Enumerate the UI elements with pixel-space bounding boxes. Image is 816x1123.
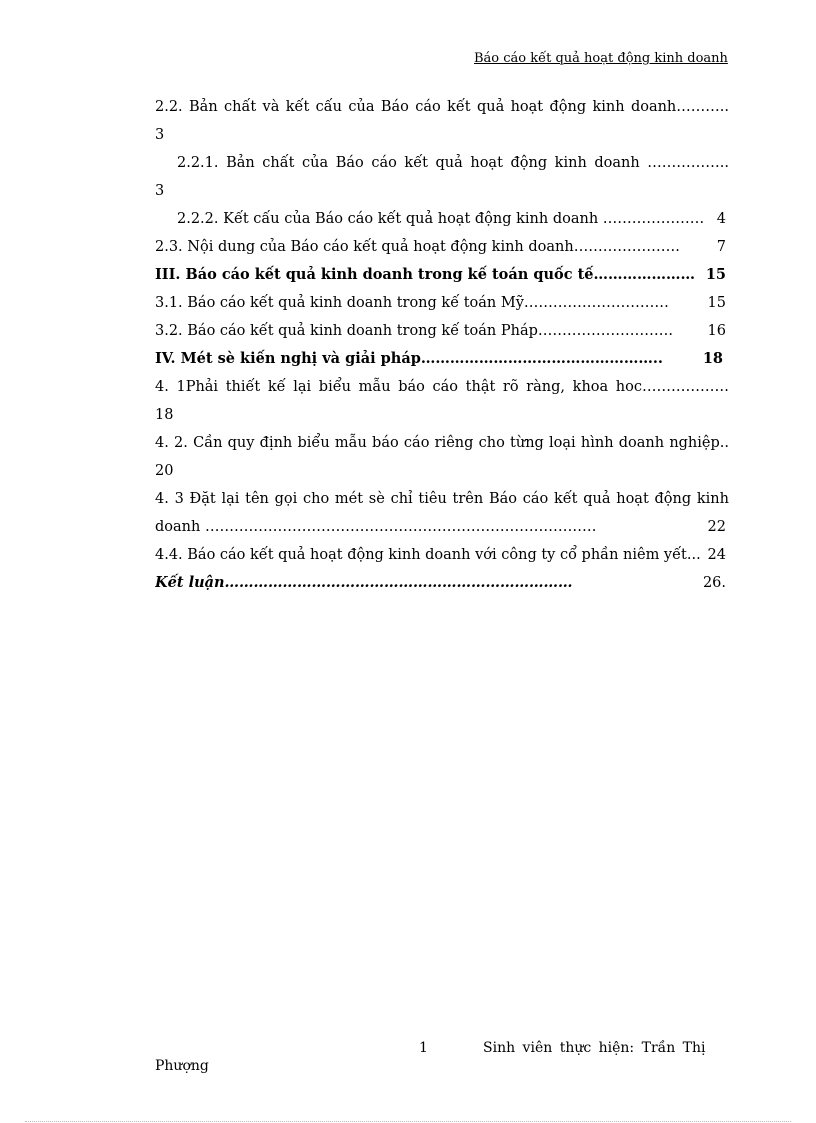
running-header: Báo cáo kết quả hoạt động kinh doanh [474, 51, 728, 66]
toc-entry-page: 24 [707, 547, 726, 563]
toc-entry-text: III. Báo cáo kết quả kinh doanh trong kế toán quốc tế………………… [155, 266, 695, 283]
toc-entry-section-iv [155, 348, 729, 376]
toc-page-4-1: 18 [155, 407, 174, 423]
toc-page-2-2-1: 3 [155, 183, 165, 199]
toc-entry-text: Kết luận……………………………………………………………… [155, 574, 573, 591]
toc-entry-page: 15 [707, 295, 726, 311]
toc-entry-page: 22 [707, 519, 726, 535]
page-edge-divider [25, 1121, 791, 1122]
toc-entry-2-2-2 [155, 208, 729, 236]
toc-entry-2-3 [155, 236, 729, 264]
toc-entry-text: 2.3. Nội dung của Báo cáo kết quả hoạt động kinh doanh…………………. [155, 239, 680, 255]
footer-author-name: Phượng [155, 1058, 209, 1074]
toc-entry-section-iii [155, 264, 729, 292]
toc-entry-4-3-cont [155, 516, 729, 544]
toc-entry-page: 7 [716, 239, 726, 255]
toc-entry-4-3: 4. 3 Đặt lại tên gọi cho mét sè chỉ tiêu trên Báo cáo kết quả hoạt động kinh [155, 491, 729, 507]
toc-entry-page: 16 [707, 323, 726, 339]
footer-author-label: Sinh viên thực hiện: Trần Thị [483, 1040, 706, 1056]
toc-entry-4-2: 4. 2. Cần quy định biểu mẫu báo cáo riêng cho từng loại hình doanh nghiệp.. [155, 435, 729, 451]
toc-entry-text: IV. Mét sè kiến nghị và giải pháp………………………………………….. [155, 350, 663, 367]
toc-entry-text: 3.1. Báo cáo kết quả kinh doanh trong kế toán Mỹ………………………… [155, 295, 669, 311]
toc-page-2-2: 3 [155, 127, 165, 143]
toc-entry-page: 26. [702, 575, 726, 591]
toc-entry-4-4 [155, 544, 729, 572]
toc-entry-4-1: 4. 1Phải thiết kế lại biểu mẫu báo cáo thật rõ ràng, khoa hoc……………… [155, 379, 729, 395]
toc-entry-text: 3.2. Báo cáo kết quả kinh doanh trong kế toán Pháp………………………. [155, 323, 674, 339]
toc-entry-3-2 [155, 320, 729, 348]
toc-entry-conclusion [155, 572, 729, 600]
toc-entry-page: 4 [716, 211, 726, 227]
toc-entry-3-1 [155, 292, 729, 320]
toc-entry-page: 18 [702, 350, 723, 367]
table-of-contents [155, 96, 729, 600]
footer-page-number: 1 [419, 1040, 428, 1056]
toc-entry-text: 4.4. Báo cáo kết quả hoạt động kinh doanh với công ty cổ phần niêm yết... [155, 547, 701, 563]
toc-entry-page: 15 [705, 266, 726, 283]
toc-entry-text: 2.2.2. Kết cấu của Báo cáo kết quả hoạt động kinh doanh ………………… [177, 211, 705, 227]
toc-entry-text: doanh ……………………………………………………………………… [155, 519, 597, 535]
toc-page-4-2: 20 [155, 463, 174, 479]
toc-entry-2-2-1: 2.2.1. Bản chất của Báo cáo kết quả hoạt động kinh doanh …………….. [177, 155, 729, 171]
toc-entry-2-2: 2.2. Bản chất và kết cấu của Báo cáo kết quả hoạt động kinh doanh……….. [155, 99, 729, 115]
